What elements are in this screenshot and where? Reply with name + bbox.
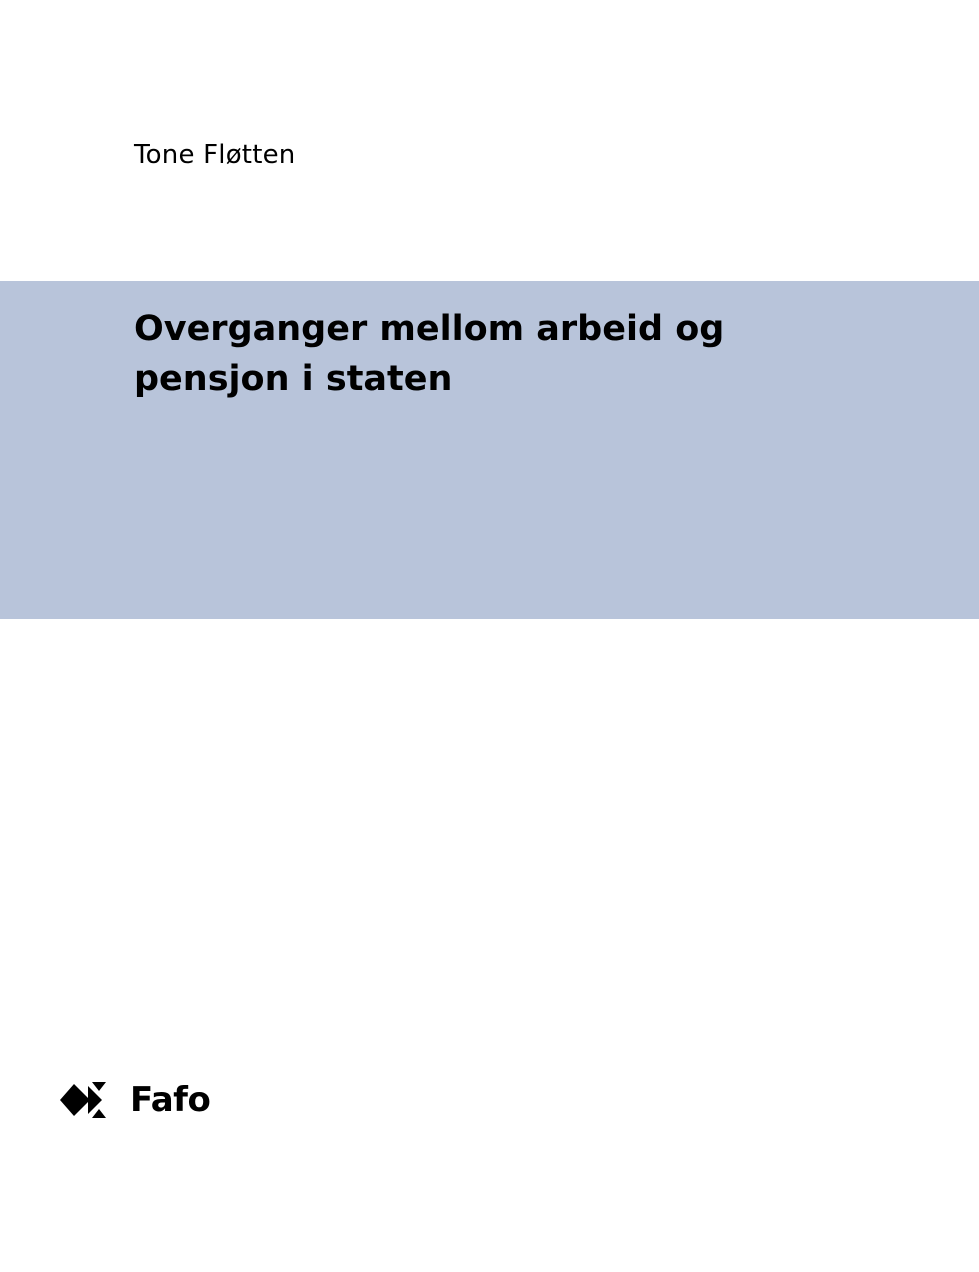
page-title: Overganger mellom arbeid og pensjon i staten: [134, 309, 725, 399]
publisher-name: Fafo: [130, 1080, 211, 1120]
title-band: [0, 281, 979, 619]
fafo-logo-icon: [58, 1078, 120, 1122]
author-name: Tone Fløtten: [134, 140, 296, 170]
publisher-logo: [58, 1078, 210, 1122]
